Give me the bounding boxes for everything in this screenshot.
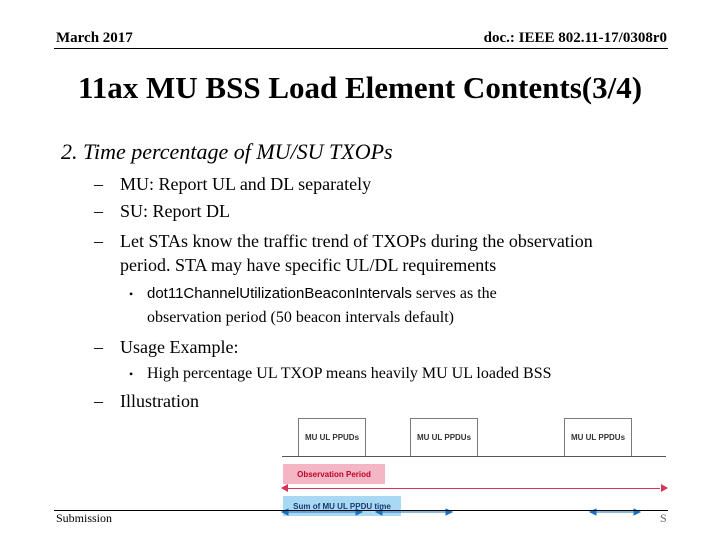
bullet-text: SU: Report DL bbox=[120, 201, 230, 221]
ppdu-box-3: MU UL PPDUs bbox=[564, 418, 632, 456]
bullet-text: MU: Report UL and DL separately bbox=[120, 174, 372, 194]
arrowhead-right-icon bbox=[661, 484, 668, 492]
sub-bullet-text: High percentage UL TXOP means heavily MU UL loaded BSS bbox=[147, 365, 552, 382]
bullet-text: Illustration bbox=[120, 391, 199, 411]
header-date: March 2017 bbox=[56, 30, 133, 46]
bullet-su bbox=[94, 199, 230, 223]
dash-marker: – bbox=[94, 201, 103, 221]
sub-bullet-usage bbox=[129, 362, 552, 386]
footer-right-text: S bbox=[660, 511, 667, 525]
dash-marker: – bbox=[94, 174, 103, 194]
dash-marker: – bbox=[94, 391, 103, 411]
sub-bullet-observation-cont bbox=[147, 306, 454, 330]
header-divider bbox=[54, 48, 668, 49]
header-doc-id: doc.: IEEE 802.11-17/0308r0 bbox=[483, 30, 667, 46]
bullet-mu bbox=[94, 172, 372, 196]
sum-segments bbox=[280, 506, 670, 518]
arrowhead-left-icon bbox=[281, 484, 288, 492]
section-subtitle: 2. Time percentage of MU/SU TXOPs bbox=[61, 139, 393, 164]
bullet-text-line1: Let STAs know the traffic trend of TXOPs during the observation bbox=[120, 231, 593, 251]
ppdu-box-2: MU UL PPDUs bbox=[410, 418, 478, 456]
dash-marker: – bbox=[94, 337, 103, 357]
timeline-axis bbox=[282, 456, 666, 457]
bullet-illustration bbox=[94, 389, 199, 413]
bullet-traffic-trend bbox=[94, 229, 593, 253]
footer-submission: Submission bbox=[56, 511, 113, 525]
sub-bullet-observation bbox=[129, 282, 497, 306]
sum-ppdu-time-label: Sum of MU UL PPDU time bbox=[283, 496, 401, 516]
observation-period-label: Observation Period bbox=[283, 464, 385, 484]
dot-marker: • bbox=[129, 287, 134, 301]
ppdu-box-1: MU UL PPUDs bbox=[298, 418, 366, 456]
sub-bullet-text: serves as the bbox=[411, 285, 497, 302]
sub-bullet-text-line2: observation period (50 beacon intervals default) bbox=[147, 309, 454, 326]
dot-marker: • bbox=[129, 367, 134, 381]
footer-divider bbox=[54, 510, 668, 511]
bullet-usage bbox=[94, 335, 239, 359]
bullet-text: Usage Example: bbox=[120, 337, 239, 357]
slide-title: 11ax MU BSS Load Element Contents(3/4) bbox=[77, 70, 643, 105]
mib-term: dot11ChannelUtilizationBeaconIntervals bbox=[147, 285, 412, 302]
observation-period-arrow bbox=[283, 488, 660, 489]
bullet-traffic-trend-cont bbox=[120, 253, 496, 277]
bullet-text-line2: period. STA may have specific UL/DL requirements bbox=[120, 255, 497, 275]
dash-marker: – bbox=[94, 231, 103, 251]
